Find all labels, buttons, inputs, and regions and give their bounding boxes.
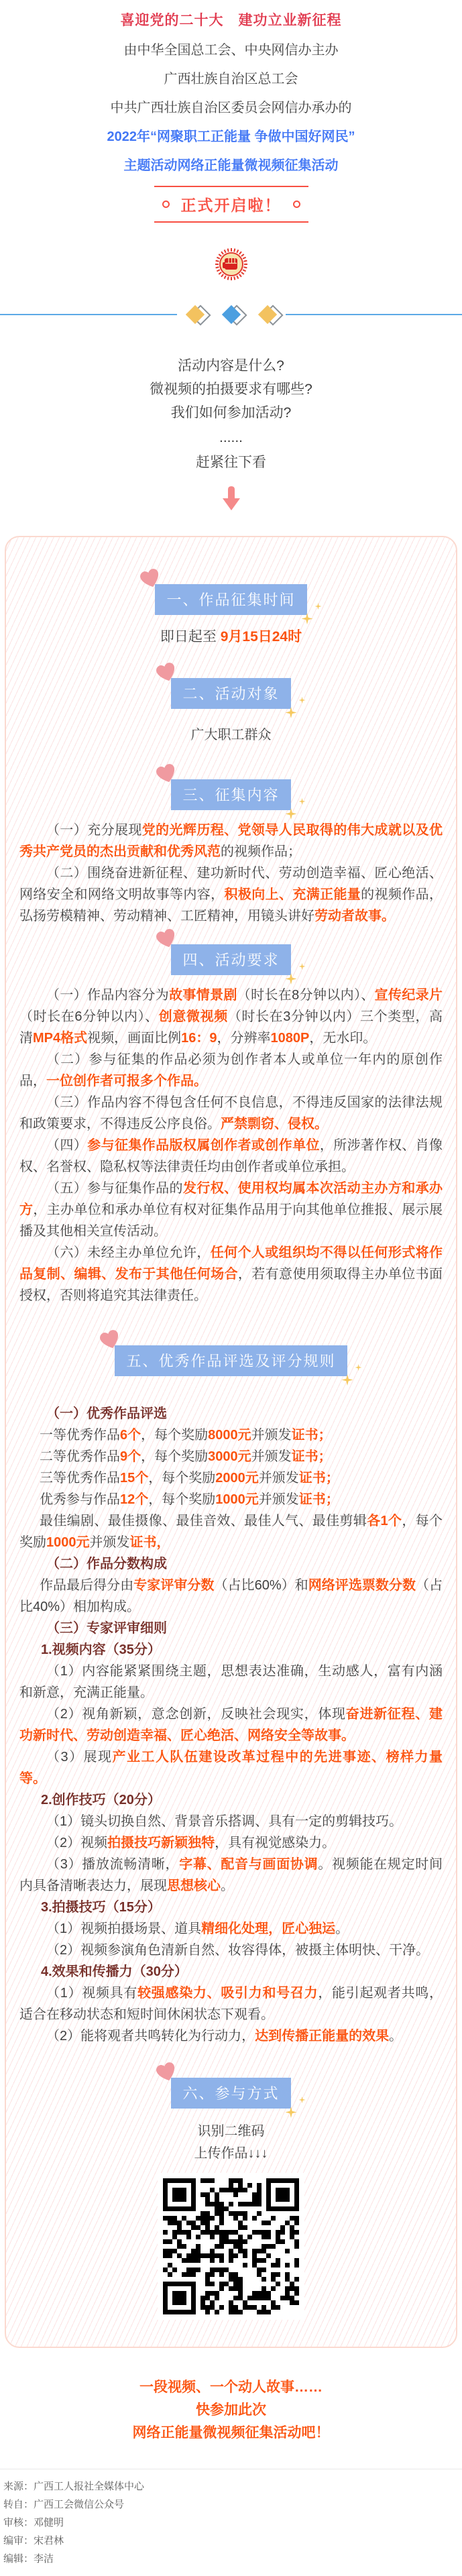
award-line: 三等优秀作品15个，每个奖励2000元并颁发证书；: [19, 1467, 443, 1489]
judging-part2-title: （二）作品分数构成: [19, 1553, 443, 1575]
event-title-line2: 主题活动网络正能量微视频征集活动: [0, 154, 462, 174]
sparkle-icon: [286, 2095, 308, 2118]
down-arrow-icon: [220, 485, 243, 512]
deadline-text: [19, 626, 443, 646]
closing-call-to-action: [0, 2376, 462, 2445]
party-slogan: 喜迎党的二十大 建功立业新征程: [0, 9, 462, 30]
ring-dot-icon: [162, 201, 170, 208]
event-title-line1: 2022年“网聚职工正能量 争做中国好网民”: [0, 125, 462, 145]
intro-ellipsis: ......: [0, 426, 462, 449]
criterion-item: （2）视频拍摄技巧新颖独特，具有视觉感染力。: [19, 1832, 443, 1854]
participate-instructions: [19, 2121, 443, 2165]
section-title: 二、活动对象: [182, 685, 279, 702]
closing-line: 快参加此次: [0, 2399, 462, 2422]
sparkle-icon: [286, 797, 308, 820]
diamond-icon: [261, 308, 274, 321]
qr-code-image: [163, 2178, 299, 2314]
paragraph: （六）未经主办单位允许，任何个人或组织均不得以任何形式将作品复制、编辑、发布于其他任何场合，若有意使用须取得主办单位书面授权，否则将追究其法律责任。: [19, 1242, 443, 1306]
judging-content: [19, 1403, 443, 2047]
criterion-title: 4.效果和传播力（30分）: [19, 1961, 443, 1982]
heart-icon: [152, 759, 181, 788]
sparkle-icon: [342, 1363, 365, 1386]
criterion-item: （3）播放流畅清晰，字幕、配音与画面协调。视频能在规定时间内具备清晰表达力，展现思想核心。: [19, 1854, 443, 1897]
criterion-item: （1）内容能紧紧围绕主题，思想表达准确，生动感人，富有内涵和新意，充满正能量。: [19, 1661, 443, 1703]
criterion-item: （1）视频具有较强感染力、吸引力和号召力，能引起观者共鸣，适合在移动状态和短时间休闲状态下观看。: [19, 1982, 443, 2025]
fist-icon: [207, 240, 255, 288]
deadline-date: 9月15日24时: [221, 629, 302, 645]
fist-badge: [207, 240, 255, 288]
section-title: 五、优秀作品评选及评分规则: [126, 1353, 335, 1369]
intro-question: 我们如何参加活动?: [0, 401, 462, 425]
award-line: 一等优秀作品6个，每个奖励8000元并颁发证书；: [19, 1424, 443, 1446]
organizer-line: 中共广西壮族自治区委员会网信办承办的: [0, 97, 462, 116]
sparkle-icon: [286, 962, 308, 985]
section-header-requirements: [171, 944, 290, 975]
heart-icon: [96, 1325, 125, 1354]
criterion-title: 1.视频内容（35分）: [19, 1639, 443, 1661]
diamond-icon: [188, 308, 202, 321]
award-line: 最佳编剧、最佳摄像、最佳音效、最佳人气、最佳剪辑各1个，每个奖励1000元并颁发证书，: [19, 1510, 443, 1553]
intro-lead: 赶紧往下看: [0, 451, 462, 474]
open-banner-text: 正式开启啦！: [181, 193, 282, 215]
paragraph: （四）参与征集作品版权属创作者或创作单位，所涉著作权、肖像权、名誉权、隐私权等法律责任均由创作者或单位承担。: [19, 1135, 443, 1178]
criterion-item: （1）视频拍摄场景、道具精细化处理，匠心独运。: [19, 1918, 443, 1940]
footer-repost: 转自：广西工会微信公众号: [3, 2496, 462, 2514]
deadline-prefix: 即日起至: [160, 629, 217, 645]
divider-line: [286, 314, 462, 315]
score-note: 作品最后得分由专家评审分数（占比60%）和网络评选票数分数（占比40%）相加构成。: [19, 1575, 443, 1618]
section-divider: [0, 304, 462, 325]
judging-part3-title: （三）专家评审细则: [19, 1618, 443, 1639]
criterion-item: （1）镜头切换自然、背景音乐搭调、具有一定的剪辑技巧。: [19, 1811, 443, 1832]
section-header-judging: [115, 1345, 347, 1376]
organizer-line: 由中华全国总工会、中央网信办主办: [0, 39, 462, 58]
upload-qr-code: [158, 2173, 304, 2320]
footer-editor: 编辑：李洁: [3, 2550, 462, 2568]
intro-question: 微视频的拍摄要求有哪些?: [0, 378, 462, 401]
award-line: 优秀参与作品12个，每个奖励1000元并颁发证书；: [19, 1489, 443, 1510]
requirements-paragraphs: [19, 985, 443, 1306]
section-header-audience: [171, 678, 290, 709]
section-header-participate: [171, 2078, 290, 2109]
article-footer: [0, 2469, 462, 2576]
criterion-title: 2.创作技巧（20分）: [19, 1789, 443, 1811]
criterion-item: （3）展现产业工人队伍建设改革过程中的先进事迹、榜样力量等。: [19, 1746, 443, 1789]
criterion-item: （2）视角新颖，意念创新，反映社会现实，体现奋进新征程、建功新时代、劳动创造幸福、匠心绝活、网络安全等故事。: [19, 1703, 443, 1746]
closing-line: 网络正能量微视频征集活动吧！: [0, 2422, 462, 2445]
activity-card: [5, 536, 457, 2348]
criterion-title: 3.拍摄技巧（15分）: [19, 1897, 443, 1918]
ring-dot-icon: [293, 201, 300, 208]
section-title: 一、作品征集时间: [166, 592, 295, 608]
footer-source: 来源：广西工人报社全媒体中心: [3, 2477, 462, 2496]
heart-icon: [152, 658, 181, 687]
organizer-line: 广西壮族自治区总工会: [0, 68, 462, 87]
section-title: 四、活动要求: [182, 952, 279, 968]
sparkle-icon: [302, 602, 325, 624]
open-banner: [154, 186, 308, 223]
footer-editor-reviewer: 编审：宋君林: [3, 2532, 462, 2550]
heart-icon: [152, 924, 181, 953]
section-title: 六、参与方式: [182, 2085, 279, 2102]
participate-line: 上传作品↓↓↓: [19, 2143, 443, 2165]
diamond-icon: [225, 308, 238, 321]
participate-line: 识别二维码: [19, 2121, 443, 2143]
heart-icon: [136, 564, 165, 593]
heart-icon: [152, 2058, 181, 2086]
closing-line: 一段视频、一个动人故事……: [0, 2376, 462, 2399]
section-header-content: [171, 779, 290, 810]
section-title: 三、征集内容: [182, 787, 279, 803]
criterion-item: （2）能将观者共鸣转化为行动力，达到传播正能量的效果。: [19, 2025, 443, 2047]
judging-part1-title: （一）优秀作品评选: [19, 1403, 443, 1424]
award-line: 二等优秀作品9个，每个奖励3000元并颁发证书；: [19, 1446, 443, 1467]
paragraph: （五）参与征集作品的发行权、使用权均属本次活动主办方和承办方，主办单位和承办单位有权对征集作品用于向其他单位推报、展示展播及其他相关宣传活动。: [19, 1178, 443, 1242]
sparkle-icon: [286, 695, 308, 718]
content-paragraphs: [19, 820, 443, 927]
paragraph: （三）作品内容不得包含任何不良信息，不得违反国家的法律法规和政策要求，不得违反公序良俗。严禁剽窃、侵权。: [19, 1092, 443, 1135]
page-header: [0, 0, 462, 512]
paragraph: （二）参与征集的作品必须为创作者本人或单位一年内的原创作品，一位创作者可报多个作品。: [19, 1049, 443, 1092]
paragraph: （一）充分展现党的光辉历程、党领导人民取得的伟大成就以及优秀共产党员的杰出贡献和优秀风范的视频作品；: [19, 820, 443, 862]
audience-text: 广大职工群众: [19, 724, 443, 743]
intro-questions: [0, 354, 462, 474]
divider-line: [0, 314, 177, 315]
footer-reviewer: 审核：邓健明: [3, 2514, 462, 2532]
criterion-item: （2）视频参演角色清新自然、妆容得体，被摄主体明快、干净。: [19, 1940, 443, 1961]
paragraph: （二）围绕奋进新征程、建功新时代、劳动创造幸福、匠心绝活、网络安全和网络文明故事等内容，积极向上、充满正能量的视频作品，弘扬劳模精神、劳动精神、工匠精神，用镜头讲好劳动者故事。: [19, 862, 443, 927]
intro-question: 活动内容是什么?: [0, 354, 462, 378]
paragraph: （一）作品内容分为故事情景剧（时长在8分钟以内）、宣传纪录片（时长在6分钟以内）、创意微视频（时长在3分钟以内）三个类型，高清MP4格式视频，画面比例16：9，分辨率1080P，无水印。: [19, 985, 443, 1049]
section-header-collect-time: [155, 584, 306, 615]
